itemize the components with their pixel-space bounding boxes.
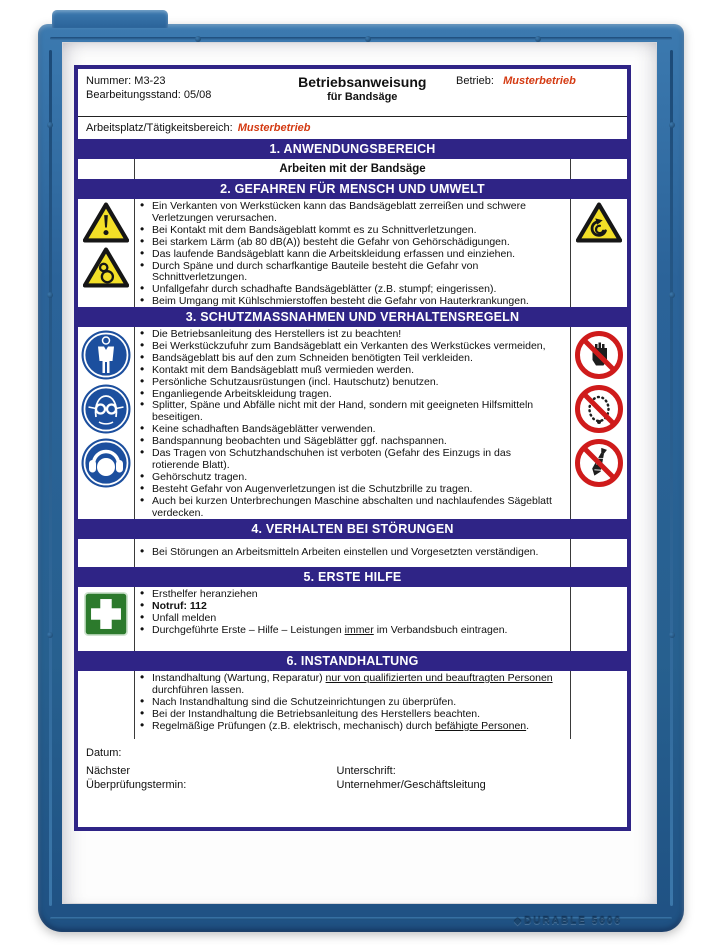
bullet-item: • Unfall melden (135, 613, 560, 625)
icon-cell-empty (78, 539, 134, 567)
schutz-icons-left (78, 327, 134, 519)
bullet-item: • Enganliegende Arbeitskleidung tragen. (135, 389, 560, 401)
display-panel-frame (38, 24, 684, 932)
schutz-content (134, 327, 571, 519)
frame-groove (49, 50, 52, 906)
next-check-block (86, 764, 337, 792)
bullet-item: • Kontakt mit dem Bandsägeblatt muß vermieden werden. (135, 365, 560, 377)
bullet-item: • Bei der Instandhaltung die Betriebsanleitung des Herstellers beachten. (135, 709, 560, 721)
icon-cell-empty (571, 587, 627, 651)
section-title-schutzmassnahmen: 3. SCHUTZMASSNAHMEN UND VERHALTENSREGELN (78, 307, 627, 327)
rivet (47, 122, 53, 128)
document-subtitle: für Bandsäge (327, 91, 398, 103)
wear-eye-protection-icon (81, 384, 131, 434)
workplace-row (78, 117, 627, 139)
gefahren-content (134, 199, 571, 307)
company-value: Musterbetrieb (503, 75, 576, 87)
schutz-list (135, 329, 570, 519)
date-label: Datum: (86, 747, 122, 759)
document-title: Betriebsanweisung (298, 74, 427, 90)
bullet-item: • Bandsägeblatt bis auf den zum Schneiden benötigten Teil verkleiden. (135, 353, 560, 365)
schutz-icons-right (571, 327, 627, 519)
header-right-block (456, 74, 619, 116)
document-header (78, 69, 627, 117)
bullet-item: • Bei Störungen an Arbeitsmitteln Arbeiten einstellen und Vorgesetzten verständigen. (135, 547, 538, 559)
bullet-item: • Nach Instandhaltung sind die Schutzeinrichtungen zu überprüfen. (135, 697, 560, 709)
header-title-block (269, 74, 456, 116)
brand-model: 5606 (591, 916, 622, 927)
section-title-erste-hilfe: 5. ERSTE HILFE (78, 567, 627, 587)
gefahren-list (135, 201, 570, 307)
wear-protective-clothing-icon (81, 330, 131, 380)
necklace-forbidden-icon (574, 384, 624, 434)
bullet-item: • Instandhaltung (Wartung, Reparatur) nur von qualifizierten und beauftragten Personen durchführen lassen. (135, 673, 560, 697)
rivet (669, 632, 675, 638)
rivet (47, 632, 53, 638)
warning-drawing-in-icon (83, 247, 129, 288)
signature-role: Unternehmer/Geschäftsleitung (336, 779, 486, 791)
frame-mount-tab (52, 10, 168, 28)
section-erste-hilfe (78, 587, 627, 651)
bullet-item: • Die Betriebsanleitung des Herstellers ist zu beachten! (135, 329, 560, 341)
section-gefahren (78, 199, 627, 307)
icon-cell-empty (78, 159, 134, 179)
bullet-item: • Das laufende Bandsägeblatt kann die Arbeitskleidung erfassen und einziehen. (135, 249, 560, 261)
section-schutzmassnahmen (78, 327, 627, 519)
bullet-item: • Auch bei kurzen Unterbrechungen Maschine abschalten und nachlaufendes Sägeblatt verdecken. (135, 496, 560, 519)
bullet-item: • Durch Späne und durch scharfkantige Bauteile besteht die Gefahr von Schnittverletzungen. (135, 261, 560, 285)
bullet-item: • Ersthelfer heranziehen (135, 589, 560, 601)
signature-block (337, 764, 619, 792)
warning-automatic-start-icon (576, 202, 622, 243)
first-aid-icon (84, 592, 128, 636)
header-left-block (86, 74, 269, 116)
bullet-item: • Regelmäßige Prüfungen (z.B. elektrisch, mechanisch) durch befähigte Personen. (135, 721, 560, 733)
document-number: Nummer: M3-23 (86, 75, 166, 87)
instandhaltung-list (135, 673, 570, 733)
necktie-forbidden-icon (574, 438, 624, 488)
icon-cell-empty (571, 671, 627, 739)
bullet-item: • Bei starkem Lärm (ab 80 dB(A)) besteht die Gefahr von Gehörschädigungen. (135, 237, 560, 249)
section-title-stoerungen: 4. VERHALTEN BEI STÖRUNGEN (78, 519, 627, 539)
bullet-item: • Bei Werkstückzufuhr zum Bandsägeblatt ein Verkanten des Werkstückes vermeiden, (135, 341, 560, 353)
frame-groove (50, 37, 672, 40)
brand-name: DURABLE (524, 916, 587, 927)
section-instandhaltung (78, 671, 627, 739)
bullet-item: • Gehörschutz tragen. (135, 472, 560, 484)
bullet-item: • Persönliche Schutzausrüstungen (incl. Hautschutz) benutzen. (135, 377, 560, 389)
gefahren-icons-left (78, 199, 134, 307)
bullet-item: • Unfallgefahr durch schadhafte Bandsägeblätter (z.B. stumpf; eingerissen). (135, 284, 560, 296)
stoerungen-list (135, 547, 548, 559)
bullet-item: • Keine schadhaften Bandsägeblätter verwenden. (135, 424, 560, 436)
footer-columns (86, 764, 619, 792)
section-anwendungsbereich (78, 159, 627, 179)
section-title-instandhaltung: 6. INSTANDHALTUNG (78, 651, 627, 671)
bullet-item: • Bei Kontakt mit dem Bandsägeblatt kommt es zu Schnittverletzungen. (135, 225, 560, 237)
revision-date: Bearbeitungsstand: 05/08 (86, 89, 212, 101)
rivet (669, 292, 675, 298)
section-title-anwendungsbereich: 1. ANWENDUNGSBEREICH (78, 139, 627, 159)
bullet-item: • Notruf: 112 (135, 601, 560, 613)
next-check-line1: Nächster (86, 765, 131, 777)
bullet-item: • Ein Verkanten von Werkstücken kann das Bandsägeblatt zerreißen und schwere Verletzungen verursachen. (135, 201, 560, 225)
bullet-item: • Splitter, Späne und Abfälle nicht mit der Hand, sondern mit geeigneten Hilfsmitteln beseitigen. (135, 400, 560, 424)
workplace-value: Musterbetrieb (237, 122, 311, 134)
bullet-item: • Das Tragen von Schutzhandschuhen ist verboten (Gefahr des Einzugs in das rotierende Blatt). (135, 448, 560, 472)
company-label: Betrieb: (456, 75, 494, 87)
workplace-label: Arbeitsplatz/Tätigkeitsbereich: (86, 122, 233, 134)
frame-groove (670, 50, 673, 906)
gefahren-icons-right (571, 199, 627, 307)
bullet-item: • Bandspannung beobachten und Sägeblätter ggf. nachspannen. (135, 436, 560, 448)
icon-cell-empty (571, 159, 627, 179)
paper-sheet (62, 42, 657, 904)
bullet-item: • Beim Umgang mit Kühlschmierstoffen besteht die Gefahr von Hauterkrankungen. (135, 296, 560, 307)
operating-instruction-document (74, 65, 631, 831)
wear-ear-protection-icon (81, 438, 131, 488)
icon-cell-empty (571, 539, 627, 567)
section-stoerungen (78, 539, 627, 567)
anwendungsbereich-content: Arbeiten mit der Bandsäge (134, 159, 571, 179)
erste-hilfe-icons-left (78, 587, 134, 651)
rivet (669, 122, 675, 128)
document-footer (78, 739, 627, 827)
next-check-line2: Überprüfungstermin: (86, 779, 187, 791)
bullet-item: • Besteht Gefahr von Augenverletzungen ist die Schutzbrille zu tragen. (135, 484, 560, 496)
instandhaltung-content (134, 671, 571, 739)
section-title-gefahren: 2. GEFAHREN FÜR MENSCH UND UMWELT (78, 179, 627, 199)
gloves-forbidden-icon (574, 330, 624, 380)
stoerungen-content (134, 539, 571, 567)
erste-hilfe-list (135, 589, 570, 637)
icon-cell-empty (78, 671, 134, 739)
erste-hilfe-content (134, 587, 571, 651)
rivet (47, 292, 53, 298)
bullet-item: • Durchgeführte Erste – Hilfe – Leistungen immer im Verbandsbuch eintragen. (135, 625, 560, 637)
signature-label: Unterschrift: (336, 765, 396, 777)
warning-general-icon (83, 202, 129, 243)
brand-diamond-icon: ◆ (514, 916, 522, 926)
brand-logo (514, 916, 622, 927)
